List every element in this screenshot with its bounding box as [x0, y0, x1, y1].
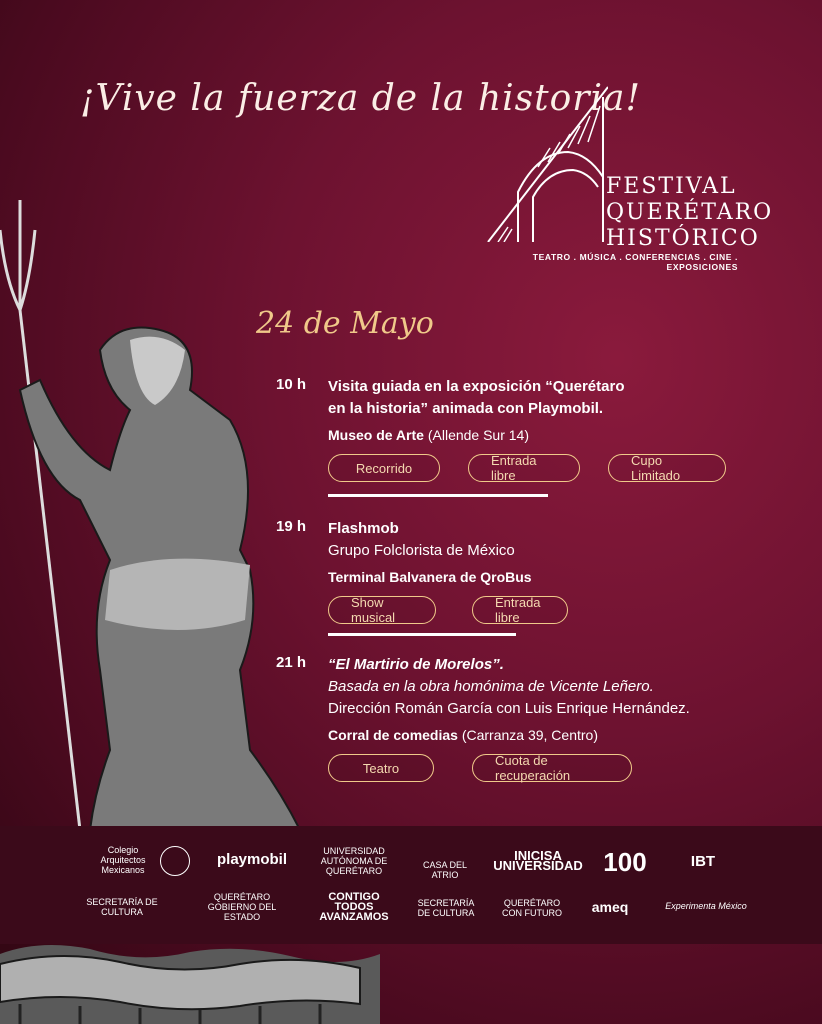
sponsor-logo: playmobil — [216, 851, 287, 868]
sponsor-logo: Colegio Arquitectos Mexicanos — [100, 845, 146, 875]
sponsor-logo: ameq — [591, 899, 629, 915]
event-title-line: Flashmob — [328, 520, 399, 537]
sponsor-logo: SECRETARÍA DE CULTURA — [417, 898, 475, 918]
logo-subtitle: TEATRO . MÚSICA . CONFERENCIAS . CINE . EXPOSICIONES — [532, 252, 738, 272]
event-venue: Museo de Arte (Allende Sur 14) — [328, 427, 530, 443]
sponsor-logo: QUERÉTARO CON FUTURO — [502, 898, 562, 918]
event-time: 19 h — [276, 518, 307, 535]
sponsor-logo: IBT — [690, 853, 716, 870]
tagline: ¡Vive la fuerza de la historia! — [80, 78, 641, 119]
sponsor-logo: QUERÉTARO GOBIERNO DEL ESTADO — [207, 892, 277, 922]
seal-icon — [160, 846, 190, 876]
tag-show-musical: Show musical — [328, 596, 436, 624]
event-time: 10 h — [276, 376, 307, 393]
sponsors-bar — [0, 826, 822, 944]
sponsor-logo: CASA DEL ATRIO — [422, 860, 468, 880]
event-venue: Terminal Balvanera de QroBus — [328, 569, 532, 585]
sponsor-logo: INICISA UNIVERSIDAD — [493, 848, 583, 873]
logo-line-2: QUERÉTARO — [606, 200, 774, 225]
tag-cuota-recuperacion: Cuota de recuperación — [472, 754, 632, 782]
event-title-line: Visita guiada en la exposición “Querétaro — [328, 378, 625, 395]
sponsor-logo: SECRETARÍA DE CULTURA — [86, 897, 158, 917]
tag-entrada-libre: Entrada libre — [472, 596, 568, 624]
divider — [328, 494, 548, 497]
sponsor-logo: UNIVERSIDAD AUTÓNOMA DE QUERÉTARO — [320, 846, 388, 876]
sponsor-logo: CONTIGO TODOS AVANZAMOS — [319, 891, 389, 923]
event-date: 24 de Mayo — [256, 306, 434, 341]
event-time: 21 h — [276, 654, 307, 671]
neptune-statue-image — [0, 190, 310, 830]
event-description-line: Dirección Román García con Luis Enrique Hernández. — [328, 700, 690, 717]
tag-cupo-limitado: Cupo Limitado — [608, 454, 726, 482]
sponsor-logo: Experimenta México — [665, 901, 747, 911]
logo-line-1: FESTIVAL — [606, 174, 737, 199]
statue-base-image — [0, 944, 822, 1024]
divider — [328, 633, 516, 636]
event-title-line: en la historia” animada con Playmobil. — [328, 400, 604, 417]
tag-entrada-libre: Entrada libre — [468, 454, 580, 482]
event-subtitle-line: Grupo Folclorista de México — [328, 542, 515, 559]
festival-logo — [478, 82, 774, 272]
event-title-line: “El Martirio de Morelos”. — [328, 656, 504, 673]
tag-teatro: Teatro — [328, 754, 434, 782]
event-venue: Corral de comedias (Carranza 39, Centro) — [328, 727, 598, 743]
logo-line-3: HISTÓRICO — [606, 226, 760, 251]
aqueduct-icon — [478, 82, 608, 242]
tag-recorrido: Recorrido — [328, 454, 440, 482]
sponsor-logo: 100 — [603, 847, 647, 877]
event-description-line: Basada en la obra homónima de Vicente Leñero. — [328, 678, 654, 695]
